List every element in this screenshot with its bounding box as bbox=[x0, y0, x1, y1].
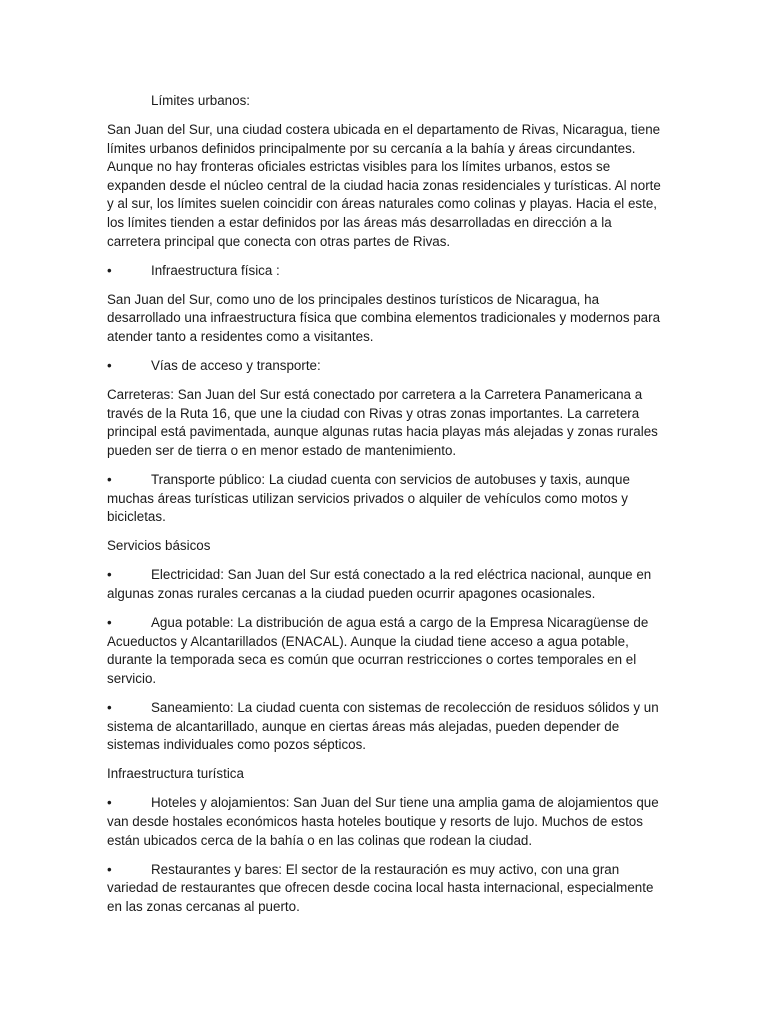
bullet-heading-text: Vías de acceso y transporte: bbox=[151, 358, 321, 374]
document-page bbox=[107, 92, 663, 927]
bullet-marker: • bbox=[107, 358, 112, 374]
bullet-item-text: Restaurantes y bares: El sector de la restauración es muy activo, con una gran variedad de restaurantes que ofrecen desde cocina local hasta internacional, especialmente en las zonas cercanas al puerto. bbox=[107, 861, 654, 914]
bullet-item-text: Transporte público: La ciudad cuenta con servicios de autobuses y taxis, aunque muchas áreas turísticas utilizan servicios privados o alquiler de vehículos como motos y bicicletas. bbox=[107, 472, 630, 525]
bullet-heading-vias bbox=[107, 357, 663, 376]
bullet-item-text: Saneamiento: La ciudad cuenta con sistemas de recolección de residuos sólidos y un sistema de alcantarillado, aunque en ciertas áreas más alejadas, pueden depender de sistemas individuales como pozos sépticos. bbox=[107, 700, 659, 753]
bullet-marker: • bbox=[107, 861, 112, 877]
bullet-item-text: Agua potable: La distribución de agua está a cargo de la Empresa Nicaragüense de Acueductos y Alcantarillados (ENACAL). Aunque la ciudad tiene acceso a agua potable, durante la temporada seca es común que ocurran restricciones o cortes temporales en el servicio. bbox=[107, 615, 649, 686]
bullet-heading-text: Infraestructura física : bbox=[151, 262, 280, 278]
bullet-marker: • bbox=[107, 700, 112, 716]
bullet-marker: • bbox=[107, 262, 112, 278]
bullet-item-text: Electricidad: San Juan del Sur está conectado a la red eléctrica nacional, aunque en algunas zonas rurales cercanas a la ciudad pueden ocurrir apagones ocasionales. bbox=[107, 567, 652, 602]
paragraph-infraestructura: San Juan del Sur, como uno de los principales destinos turísticos de Nicaragua, ha desarrollado una infraestructura física que combina elementos tradicionales y modernos para atender tanto a residentes como a visitantes. bbox=[107, 291, 661, 345]
bullet-marker: • bbox=[107, 795, 112, 811]
bullet-item-hoteles bbox=[107, 794, 663, 850]
bullet-item-saneamiento bbox=[107, 699, 663, 755]
bullet-marker: • bbox=[107, 615, 112, 631]
bullet-item-agua bbox=[107, 614, 663, 688]
bullet-item-text: Hoteles y alojamientos: San Juan del Sur tiene una amplia gama de alojamientos que van desde hostales económicos hasta hoteles boutique y resorts de lujo. Muchos de estos están ubicados cerca de la bahía o en las colinas que rodean la ciudad. bbox=[107, 795, 659, 848]
bullet-item-electricidad bbox=[107, 566, 663, 603]
section-title-limites: Límites urbanos: bbox=[151, 93, 250, 108]
bullet-item-restaurantes bbox=[107, 861, 663, 917]
paragraph-carreteras: Carreteras: San Juan del Sur está conectado por carretera a la Carretera Panamericana a través de la Ruta 16, que une la ciudad con Rivas y otras zonas importantes. La carretera principal está pavimentada, aunque algunas rutas hacia playas más alejadas y zonas rurales pueden ser de tierra o en menor estado de mantenimiento. bbox=[107, 387, 658, 458]
bullet-item-transporte bbox=[107, 471, 663, 527]
section-heading-servicios: Servicios básicos bbox=[107, 538, 211, 554]
section-heading-turistica: Infraestructura turística bbox=[107, 766, 244, 782]
paragraph-limites: San Juan del Sur, una ciudad costera ubicada en el departamento de Rivas, Nicaragua, tiene límites urbanos definidos principalmente por su cercanía a la bahía y áreas circundantes. Aunque no hay fronteras oficiales estrictas visibles para los límites urbanos, estos se expanden desde el núcleo central de la ciudad hacia zonas residenciales y turísticas. Al norte y al sur, los límites suelen coincidir con áreas naturales como colinas y playas. Hacia el este, los límites tienden a estar definidos por las áreas más desarrolladas en dirección a la carretera principal que conecta con otras partes de Rivas. bbox=[107, 122, 661, 249]
bullet-heading-infraestructura bbox=[107, 262, 663, 281]
bullet-marker: • bbox=[107, 472, 112, 488]
bullet-marker: • bbox=[107, 567, 112, 583]
